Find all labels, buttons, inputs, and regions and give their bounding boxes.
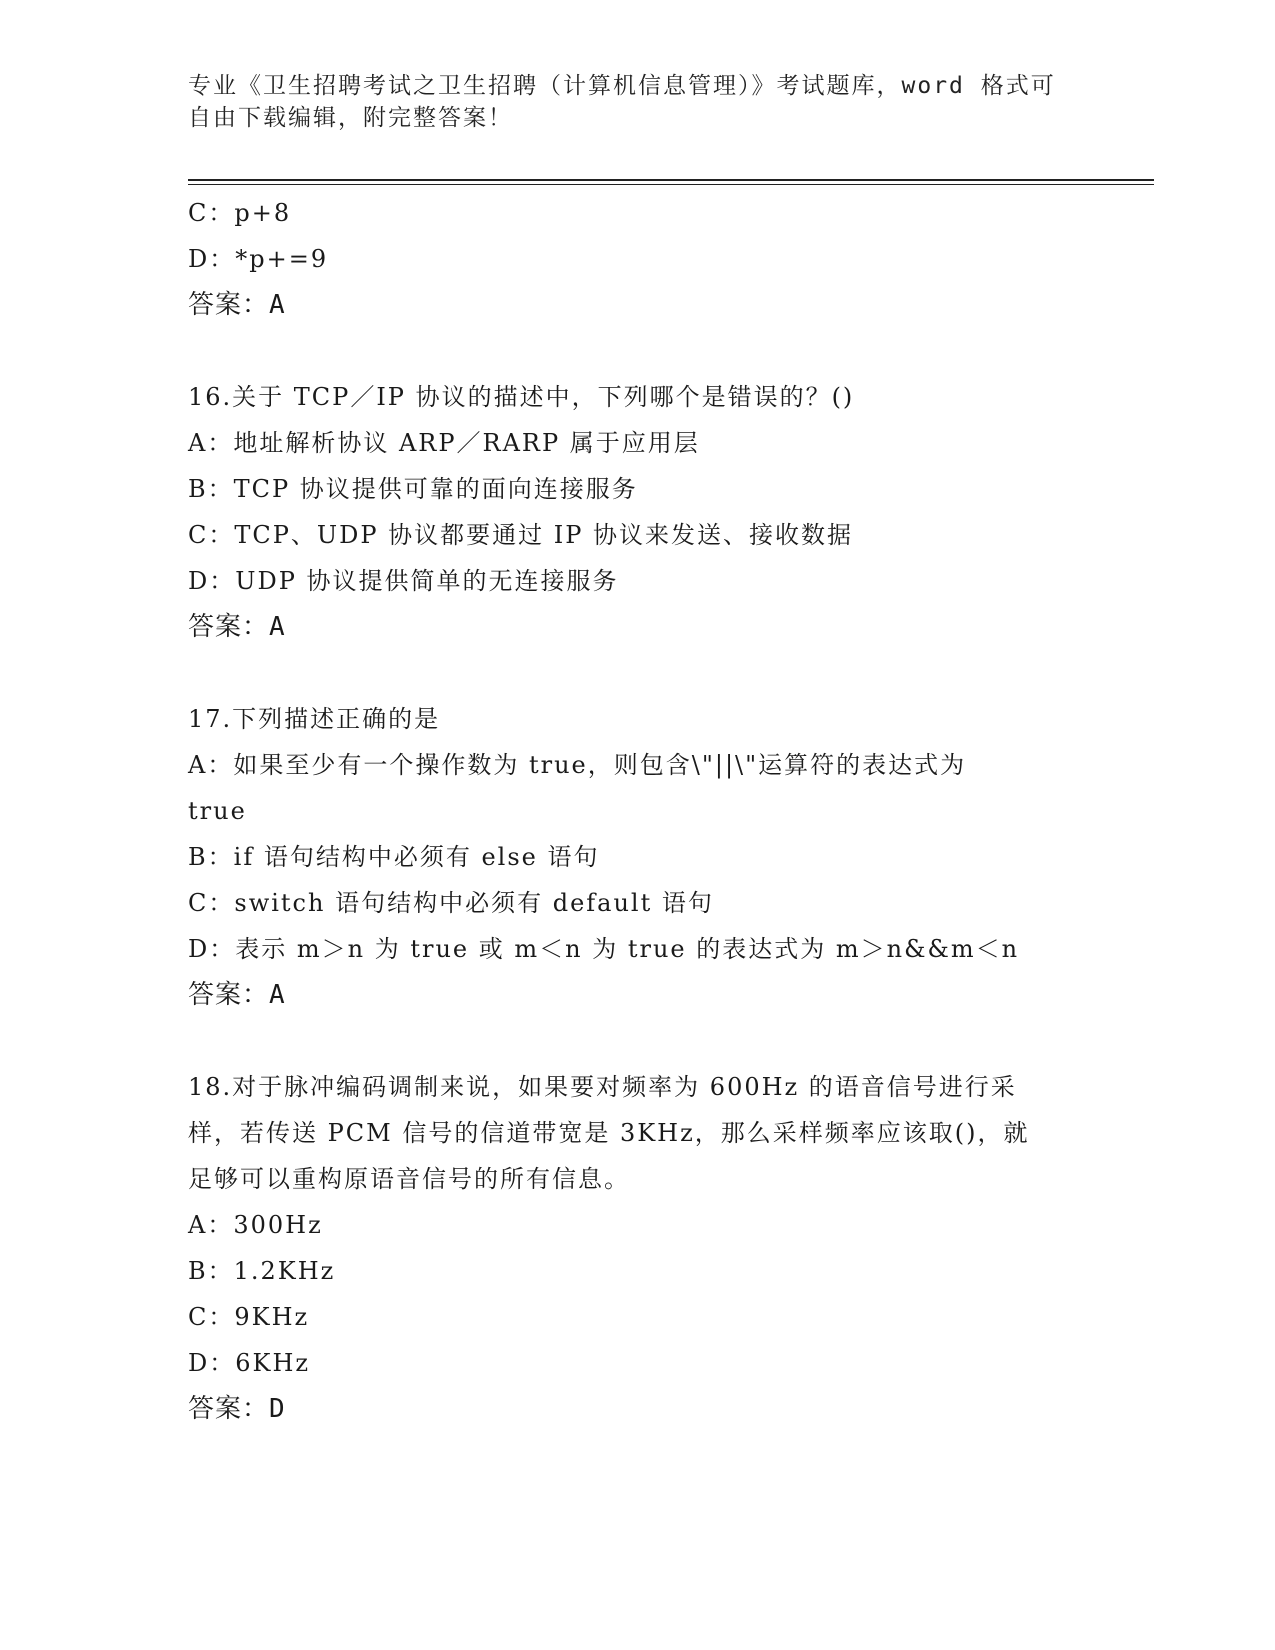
option-text: 地址解析协议 ARP／RARP 属于应用层 [233,429,700,457]
option-text: 9KHz [234,1303,310,1331]
document-header: 专业《卫生招聘考试之卫生招聘（计算机信息管理）》考试题库，word 格式可自由下载编辑，附完整答案！ [188,73,1056,131]
option-text: 如果至少有一个操作数为 true，则包含\"||\"运算符的表达式为 true [188,751,967,825]
option-c [188,512,1088,558]
option-b [188,1248,1088,1294]
option-b [188,834,1088,880]
option-text: 6KHz [235,1349,311,1377]
option-label: C： [188,521,235,549]
option-b [188,466,1088,512]
option-label: B： [188,843,234,871]
option-text: switch 语句结构中必须有 default 语句 [234,889,714,917]
option-d [188,236,1088,282]
option-text: if 语句结构中必须有 else 语句 [233,843,600,871]
option-label: C： [188,889,235,917]
option-label: A： [188,429,234,457]
option-a [188,1202,1088,1248]
option-d [188,926,1088,972]
question-stem: 18.对于脉冲编码调制来说，如果要对频率为 600Hz 的语音信号进行采样，若传送 PCM 信号的信道带宽是 3KHz，那么采样频率应该取()，就足够可以重构原语音信号的所有信息。 [188,1073,1030,1193]
option-d [188,1340,1088,1386]
option-label: D： [188,935,236,963]
option-label: D： [188,245,236,273]
option-d [188,558,1088,604]
option-label: B： [188,475,234,503]
option-text: UDP 协议提供简单的无连接服务 [235,567,619,595]
option-c [188,1294,1088,1340]
header-rule-thin [188,184,1154,185]
option-c [188,190,1088,236]
answer-label: 答案： [188,980,270,1010]
answer-line [188,282,1088,328]
answer-line [188,972,1088,1018]
option-a [188,742,1018,834]
answer-line [188,1386,1088,1432]
option-a [188,420,1088,466]
header-rule-thick [188,179,1154,181]
answer-label: 答案： [188,1394,270,1424]
option-c [188,880,1088,926]
option-label: D： [188,1349,236,1377]
option-text: 300Hz [233,1211,323,1239]
document-body [188,190,1088,1432]
option-text: TCP、UDP 协议都要通过 IP 协议来发送、接收数据 [234,521,854,549]
option-text: TCP 协议提供可靠的面向连接服务 [233,475,638,503]
question-stem: 17.下列描述正确的是 [188,705,441,733]
option-label: C： [188,199,235,227]
answer-value: A [269,980,286,1010]
answer-label: 答案： [188,290,270,320]
option-text: p+8 [234,199,292,227]
answer-value: A [269,290,286,320]
option-label: A： [188,1211,234,1239]
question-18 [188,1064,1088,1432]
question-stem: 16.关于 TCP／IP 协议的描述中，下列哪个是错误的？() [188,383,855,411]
option-label: C： [188,1303,235,1331]
question-16 [188,374,1088,650]
option-label: D： [188,567,236,595]
option-label: A： [188,751,234,779]
answer-value: D [269,1394,286,1424]
option-text: 1.2KHz [233,1257,336,1285]
option-text: *p+=9 [235,245,329,273]
option-label: B： [188,1257,234,1285]
answer-label: 答案： [188,612,270,642]
answer-line [188,604,1088,650]
answer-value: A [269,612,286,642]
option-text: 表示 m＞n 为 true 或 m＜n 为 true 的表达式为 m＞n&&m＜n [235,935,1020,963]
question-15-continued [188,190,1088,328]
question-17 [188,696,1088,1018]
